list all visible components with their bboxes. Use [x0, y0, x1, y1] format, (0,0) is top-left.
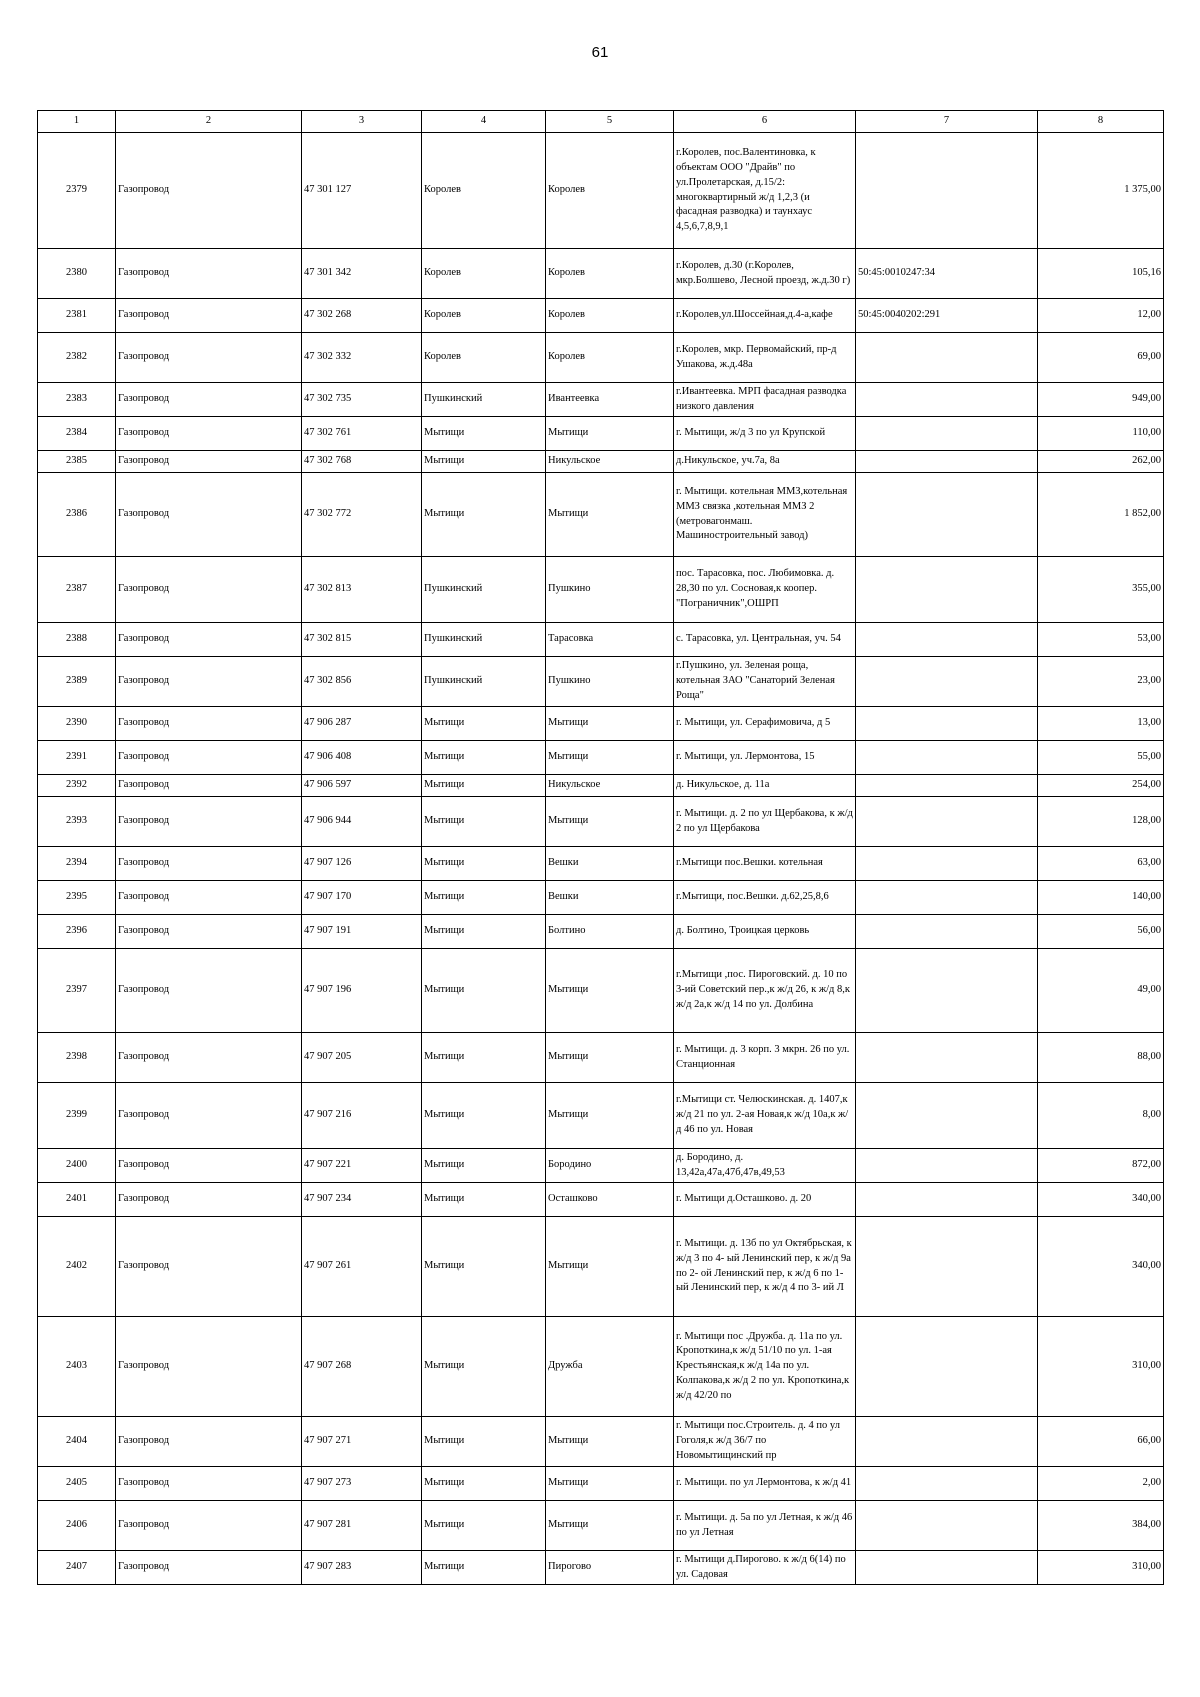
length-value-cell: 340,00: [1038, 1217, 1164, 1317]
cadastral-number-cell: [856, 881, 1038, 915]
address-cell: г. Мытищи. д. 2 по ул Щербакова, к ж/д 2 по ул Щербакова: [674, 797, 856, 847]
district-cell: Мытищи: [422, 1417, 546, 1467]
district-cell: Мытищи: [422, 1317, 546, 1417]
row-number-cell: 2392: [38, 775, 116, 797]
object-type-cell: Газопровод: [116, 249, 302, 299]
length-value-cell: 13,00: [1038, 707, 1164, 741]
table-row: [38, 1149, 1164, 1183]
object-code-cell: 47 301 342: [302, 249, 422, 299]
locality-cell: Королев: [546, 133, 674, 249]
object-code-cell: 47 907 268: [302, 1317, 422, 1417]
object-code-cell: 47 302 332: [302, 333, 422, 383]
district-cell: Мытищи: [422, 451, 546, 473]
object-code-cell: 47 907 273: [302, 1467, 422, 1501]
cadastral-number-cell: [856, 557, 1038, 623]
address-cell: г.Мытищи ст. Челюскинская. д. 1407,к ж/д 21 по ул. 2-ая Новая,к ж/д 10а,к ж/д 46 по ул. Новая: [674, 1083, 856, 1149]
object-code-cell: 47 302 815: [302, 623, 422, 657]
locality-cell: Бородино: [546, 1149, 674, 1183]
object-type-cell: Газопровод: [116, 1033, 302, 1083]
table-row: [38, 1217, 1164, 1317]
locality-cell: Королев: [546, 299, 674, 333]
row-number-cell: 2402: [38, 1217, 116, 1317]
district-cell: Мытищи: [422, 741, 546, 775]
object-code-cell: 47 907 196: [302, 949, 422, 1033]
address-cell: г. Мытищи пос.Строитель. д. 4 по ул Гоголя,к ж/д 36/7 по Новомытищинский пр: [674, 1417, 856, 1467]
table-row: [38, 299, 1164, 333]
address-cell: г. Мытищи д.Осташково. д. 20: [674, 1183, 856, 1217]
address-cell: г. Мытищи д.Пирогово. к ж/д 6(14) по ул. Садовая: [674, 1551, 856, 1585]
cadastral-number-cell: [856, 847, 1038, 881]
page-number: 61: [591, 44, 609, 61]
object-code-cell: 47 907 126: [302, 847, 422, 881]
district-cell: Королев: [422, 299, 546, 333]
row-number-cell: 2391: [38, 741, 116, 775]
district-cell: Мытищи: [422, 847, 546, 881]
address-cell: г. Мытищи. д. 13б по ул Октябрьская, к ж/д 3 по 4- ый Ленинский пер, к ж/д 9а по 2- ой Ленинский пер, к ж/д 6 по 1- ый Ленинский пер, к ж/д 4 по 3- ий Л: [674, 1217, 856, 1317]
cadastral-number-cell: [856, 1467, 1038, 1501]
table-row: [38, 775, 1164, 797]
object-code-cell: 47 302 856: [302, 657, 422, 707]
column-header: 5: [546, 111, 674, 133]
locality-cell: Вешки: [546, 847, 674, 881]
locality-cell: Никульское: [546, 775, 674, 797]
district-cell: Королев: [422, 333, 546, 383]
object-code-cell: 47 907 283: [302, 1551, 422, 1585]
table-row: [38, 1467, 1164, 1501]
object-code-cell: 47 907 170: [302, 881, 422, 915]
length-value-cell: 53,00: [1038, 623, 1164, 657]
length-value-cell: 128,00: [1038, 797, 1164, 847]
length-value-cell: 254,00: [1038, 775, 1164, 797]
cadastral-number-cell: [856, 133, 1038, 249]
address-cell: г.Мытищи, пос.Вешки. д.62,25,8,6: [674, 881, 856, 915]
object-code-cell: 47 302 768: [302, 451, 422, 473]
cadastral-number-cell: [856, 1501, 1038, 1551]
table-row: [38, 417, 1164, 451]
header-row: [38, 111, 1164, 133]
district-cell: Мытищи: [422, 1033, 546, 1083]
length-value-cell: 66,00: [1038, 1417, 1164, 1467]
locality-cell: Королев: [546, 333, 674, 383]
gas-pipeline-registry-table: [37, 110, 1164, 1585]
table-row: [38, 333, 1164, 383]
locality-cell: Мытищи: [546, 1501, 674, 1551]
table-row: [38, 707, 1164, 741]
length-value-cell: 63,00: [1038, 847, 1164, 881]
cadastral-number-cell: [856, 1551, 1038, 1585]
row-number-cell: 2394: [38, 847, 116, 881]
object-code-cell: 47 302 268: [302, 299, 422, 333]
address-cell: г.Королев, пос.Валентиновка, к объектам ООО "Драйв" по ул.Пролетарская, д.15/2: многоквартирный ж/д 1,2,3 (и фасадная разводка) и таунхаус 4,5,6,7,8,9,1: [674, 133, 856, 249]
locality-cell: Мытищи: [546, 1033, 674, 1083]
table-row: [38, 473, 1164, 557]
locality-cell: Осташково: [546, 1183, 674, 1217]
locality-cell: Мытищи: [546, 741, 674, 775]
object-type-cell: Газопровод: [116, 797, 302, 847]
address-cell: д. Бородино, д. 13,42а,47а,47б,47в,49,53: [674, 1149, 856, 1183]
table-row: [38, 949, 1164, 1033]
length-value-cell: 384,00: [1038, 1501, 1164, 1551]
locality-cell: Никульское: [546, 451, 674, 473]
object-type-cell: Газопровод: [116, 1183, 302, 1217]
cadastral-number-cell: [856, 775, 1038, 797]
row-number-cell: 2396: [38, 915, 116, 949]
cadastral-number-cell: [856, 1183, 1038, 1217]
table-row: [38, 133, 1164, 249]
table-row: [38, 1317, 1164, 1417]
length-value-cell: 949,00: [1038, 383, 1164, 417]
address-cell: г.Королев,ул.Шоссейная,д.4-а,кафе: [674, 299, 856, 333]
cadastral-number-cell: [856, 451, 1038, 473]
table-row: [38, 915, 1164, 949]
object-code-cell: 47 907 221: [302, 1149, 422, 1183]
locality-cell: Мытищи: [546, 1083, 674, 1149]
object-type-cell: Газопровод: [116, 1217, 302, 1317]
table-row: [38, 1501, 1164, 1551]
object-code-cell: 47 907 234: [302, 1183, 422, 1217]
row-number-cell: 2397: [38, 949, 116, 1033]
address-cell: г. Мытищи. д. 5а по ул Летная, к ж/д 46 по ул Летная: [674, 1501, 856, 1551]
address-cell: г.Пушкино, ул. Зеленая роща, котельная ЗАО "Санаторий Зеленая Роща": [674, 657, 856, 707]
object-type-cell: Газопровод: [116, 949, 302, 1033]
table-body: [38, 133, 1164, 1585]
district-cell: Мытищи: [422, 1551, 546, 1585]
object-type-cell: Газопровод: [116, 1467, 302, 1501]
row-number-cell: 2384: [38, 417, 116, 451]
object-code-cell: 47 906 597: [302, 775, 422, 797]
row-number-cell: 2405: [38, 1467, 116, 1501]
locality-cell: Дружба: [546, 1317, 674, 1417]
column-header: 1: [38, 111, 116, 133]
locality-cell: Мытищи: [546, 1217, 674, 1317]
cadastral-number-cell: [856, 915, 1038, 949]
length-value-cell: 69,00: [1038, 333, 1164, 383]
district-cell: Пушкинский: [422, 657, 546, 707]
length-value-cell: 1 852,00: [1038, 473, 1164, 557]
row-number-cell: 2403: [38, 1317, 116, 1417]
object-type-cell: Газопровод: [116, 657, 302, 707]
length-value-cell: 12,00: [1038, 299, 1164, 333]
district-cell: Мытищи: [422, 1501, 546, 1551]
object-type-cell: Газопровод: [116, 707, 302, 741]
locality-cell: Ивантеевка: [546, 383, 674, 417]
cadastral-number-cell: 50:45:0010247:34: [856, 249, 1038, 299]
locality-cell: Мытищи: [546, 707, 674, 741]
district-cell: Мытищи: [422, 915, 546, 949]
locality-cell: Мытищи: [546, 417, 674, 451]
length-value-cell: 55,00: [1038, 741, 1164, 775]
table-row: [38, 249, 1164, 299]
row-number-cell: 2383: [38, 383, 116, 417]
object-type-cell: Газопровод: [116, 775, 302, 797]
object-type-cell: Газопровод: [116, 473, 302, 557]
object-type-cell: Газопровод: [116, 623, 302, 657]
address-cell: г.Мытищи пос.Вешки. котельная: [674, 847, 856, 881]
district-cell: Мытищи: [422, 1183, 546, 1217]
district-cell: Мытищи: [422, 1467, 546, 1501]
table-row: [38, 1417, 1164, 1467]
district-cell: Мытищи: [422, 1083, 546, 1149]
district-cell: Мытищи: [422, 1217, 546, 1317]
address-cell: г. Мытищи. д. 3 корп. 3 мкрн. 26 по ул. Станционная: [674, 1033, 856, 1083]
address-cell: д.Никульское, уч.7а, 8а: [674, 451, 856, 473]
row-number-cell: 2393: [38, 797, 116, 847]
table-row: [38, 1033, 1164, 1083]
address-cell: д. Болтино, Троицкая церковь: [674, 915, 856, 949]
length-value-cell: 110,00: [1038, 417, 1164, 451]
length-value-cell: 8,00: [1038, 1083, 1164, 1149]
length-value-cell: 56,00: [1038, 915, 1164, 949]
table-row: [38, 847, 1164, 881]
length-value-cell: 310,00: [1038, 1551, 1164, 1585]
table-row: [38, 797, 1164, 847]
district-cell: Королев: [422, 249, 546, 299]
address-cell: г.Мытищи ,пос. Пироговский. д. 10 по 3-ий Советский пер.,к ж/д 26, к ж/д 8,к ж/д 2а,к ж/д 14 по ул. Долбина: [674, 949, 856, 1033]
column-header: 2: [116, 111, 302, 133]
table-row: [38, 557, 1164, 623]
table-row: [38, 383, 1164, 417]
district-cell: Мытищи: [422, 949, 546, 1033]
locality-cell: Пирогово: [546, 1551, 674, 1585]
address-cell: г.Королев, мкр. Первомайский, пр-д Ушакова, ж.д.48а: [674, 333, 856, 383]
object-code-cell: 47 907 271: [302, 1417, 422, 1467]
object-type-cell: Газопровод: [116, 557, 302, 623]
district-cell: Королев: [422, 133, 546, 249]
object-type-cell: Газопровод: [116, 1149, 302, 1183]
object-type-cell: Газопровод: [116, 451, 302, 473]
object-type-cell: Газопровод: [116, 133, 302, 249]
locality-cell: Мытищи: [546, 473, 674, 557]
object-type-cell: Газопровод: [116, 417, 302, 451]
column-header: 6: [674, 111, 856, 133]
row-number-cell: 2385: [38, 451, 116, 473]
address-cell: г. Мытищи. котельная ММЗ,котельная ММЗ связка ,котельная ММЗ 2 (метровагонмаш. Машиностроительный завод): [674, 473, 856, 557]
cadastral-number-cell: [856, 333, 1038, 383]
district-cell: Пушкинский: [422, 557, 546, 623]
cadastral-number-cell: [856, 1317, 1038, 1417]
object-code-cell: 47 906 287: [302, 707, 422, 741]
row-number-cell: 2387: [38, 557, 116, 623]
locality-cell: Мытищи: [546, 1417, 674, 1467]
column-header: 3: [302, 111, 422, 133]
address-cell: г. Мытищи пос .Дружба. д. 11а по ул. Кропоткина,к ж/д 51/10 по ул. 1-ая Крестьянская,к ж/д 14а по ул. Колпакова,к ж/д 2 по ул. Кропоткина,к ж/д 42/20 по: [674, 1317, 856, 1417]
table-row: [38, 881, 1164, 915]
length-value-cell: 355,00: [1038, 557, 1164, 623]
row-number-cell: 2379: [38, 133, 116, 249]
length-value-cell: 88,00: [1038, 1033, 1164, 1083]
locality-cell: Вешки: [546, 881, 674, 915]
table-row: [38, 1083, 1164, 1149]
object-code-cell: 47 302 735: [302, 383, 422, 417]
table-row: [38, 623, 1164, 657]
cadastral-number-cell: [856, 949, 1038, 1033]
object-type-cell: Газопровод: [116, 1551, 302, 1585]
cadastral-number-cell: [856, 1149, 1038, 1183]
cadastral-number-cell: [856, 741, 1038, 775]
row-number-cell: 2386: [38, 473, 116, 557]
cadastral-number-cell: [856, 1417, 1038, 1467]
length-value-cell: 262,00: [1038, 451, 1164, 473]
object-code-cell: 47 907 205: [302, 1033, 422, 1083]
locality-cell: Тарасовка: [546, 623, 674, 657]
table-row: [38, 741, 1164, 775]
district-cell: Пушкинский: [422, 623, 546, 657]
row-number-cell: 2398: [38, 1033, 116, 1083]
address-cell: г.Ивантеевка. МРП фасадная разводка низкого давления: [674, 383, 856, 417]
cadastral-number-cell: [856, 797, 1038, 847]
cadastral-number-cell: [856, 623, 1038, 657]
object-type-cell: Газопровод: [116, 915, 302, 949]
row-number-cell: 2381: [38, 299, 116, 333]
row-number-cell: 2382: [38, 333, 116, 383]
row-number-cell: 2406: [38, 1501, 116, 1551]
length-value-cell: 872,00: [1038, 1149, 1164, 1183]
row-number-cell: 2388: [38, 623, 116, 657]
locality-cell: Пушкино: [546, 557, 674, 623]
object-type-cell: Газопровод: [116, 847, 302, 881]
row-number-cell: 2395: [38, 881, 116, 915]
address-cell: с. Тарасовка, ул. Центральная, уч. 54: [674, 623, 856, 657]
address-cell: д. Никульское, д. 11а: [674, 775, 856, 797]
cadastral-number-cell: [856, 1033, 1038, 1083]
locality-cell: Пушкино: [546, 657, 674, 707]
row-number-cell: 2399: [38, 1083, 116, 1149]
row-number-cell: 2401: [38, 1183, 116, 1217]
district-cell: Мытищи: [422, 881, 546, 915]
object-code-cell: 47 302 761: [302, 417, 422, 451]
table-row: [38, 1183, 1164, 1217]
column-header: 7: [856, 111, 1038, 133]
address-cell: пос. Тарасовка, пос. Любимовка. д. 28,30 по ул. Сосновая,к коопер. "Пограничник",ОШРП: [674, 557, 856, 623]
object-code-cell: 47 302 772: [302, 473, 422, 557]
length-value-cell: 2,00: [1038, 1467, 1164, 1501]
object-type-cell: Газопровод: [116, 1501, 302, 1551]
row-number-cell: 2380: [38, 249, 116, 299]
row-number-cell: 2390: [38, 707, 116, 741]
column-header: 8: [1038, 111, 1164, 133]
table-row: [38, 657, 1164, 707]
locality-cell: Мытищи: [546, 797, 674, 847]
table-row: [38, 1551, 1164, 1585]
row-number-cell: 2389: [38, 657, 116, 707]
object-code-cell: 47 907 281: [302, 1501, 422, 1551]
district-cell: Мытищи: [422, 417, 546, 451]
table-row: [38, 451, 1164, 473]
object-code-cell: 47 302 813: [302, 557, 422, 623]
locality-cell: Мытищи: [546, 1467, 674, 1501]
length-value-cell: 310,00: [1038, 1317, 1164, 1417]
district-cell: Мытищи: [422, 797, 546, 847]
length-value-cell: 1 375,00: [1038, 133, 1164, 249]
object-type-cell: Газопровод: [116, 1083, 302, 1149]
length-value-cell: 140,00: [1038, 881, 1164, 915]
cadastral-number-cell: 50:45:0040202:291: [856, 299, 1038, 333]
object-type-cell: Газопровод: [116, 299, 302, 333]
district-cell: Пушкинский: [422, 383, 546, 417]
object-code-cell: 47 301 127: [302, 133, 422, 249]
cadastral-number-cell: [856, 707, 1038, 741]
address-cell: г. Мытищи, ж/д 3 по ул Крупской: [674, 417, 856, 451]
object-type-cell: Газопровод: [116, 1317, 302, 1417]
district-cell: Мытищи: [422, 707, 546, 741]
row-number-cell: 2400: [38, 1149, 116, 1183]
object-code-cell: 47 906 408: [302, 741, 422, 775]
length-value-cell: 105,16: [1038, 249, 1164, 299]
object-type-cell: Газопровод: [116, 881, 302, 915]
address-cell: г. Мытищи, ул. Лермонтова, 15: [674, 741, 856, 775]
length-value-cell: 340,00: [1038, 1183, 1164, 1217]
district-cell: Мытищи: [422, 473, 546, 557]
length-value-cell: 23,00: [1038, 657, 1164, 707]
cadastral-number-cell: [856, 473, 1038, 557]
object-code-cell: 47 906 944: [302, 797, 422, 847]
locality-cell: Королев: [546, 249, 674, 299]
locality-cell: Мытищи: [546, 949, 674, 1033]
address-cell: г. Мытищи. по ул Лермонтова, к ж/д 41: [674, 1467, 856, 1501]
object-type-cell: Газопровод: [116, 1417, 302, 1467]
district-cell: Мытищи: [422, 1149, 546, 1183]
object-code-cell: 47 907 191: [302, 915, 422, 949]
cadastral-number-cell: [856, 657, 1038, 707]
object-code-cell: 47 907 216: [302, 1083, 422, 1149]
cadastral-number-cell: [856, 1217, 1038, 1317]
length-value-cell: 49,00: [1038, 949, 1164, 1033]
column-header: 4: [422, 111, 546, 133]
district-cell: Мытищи: [422, 775, 546, 797]
cadastral-number-cell: [856, 1083, 1038, 1149]
object-type-cell: Газопровод: [116, 741, 302, 775]
cadastral-number-cell: [856, 383, 1038, 417]
row-number-cell: 2404: [38, 1417, 116, 1467]
address-cell: г. Мытищи, ул. Серафимовича, д 5: [674, 707, 856, 741]
cadastral-number-cell: [856, 417, 1038, 451]
object-type-cell: Газопровод: [116, 333, 302, 383]
object-type-cell: Газопровод: [116, 383, 302, 417]
object-code-cell: 47 907 261: [302, 1217, 422, 1317]
row-number-cell: 2407: [38, 1551, 116, 1585]
address-cell: г.Королев, д.30 (г.Королев, мкр.Болшево, Лесной проезд, ж.д.30 г): [674, 249, 856, 299]
locality-cell: Болтино: [546, 915, 674, 949]
